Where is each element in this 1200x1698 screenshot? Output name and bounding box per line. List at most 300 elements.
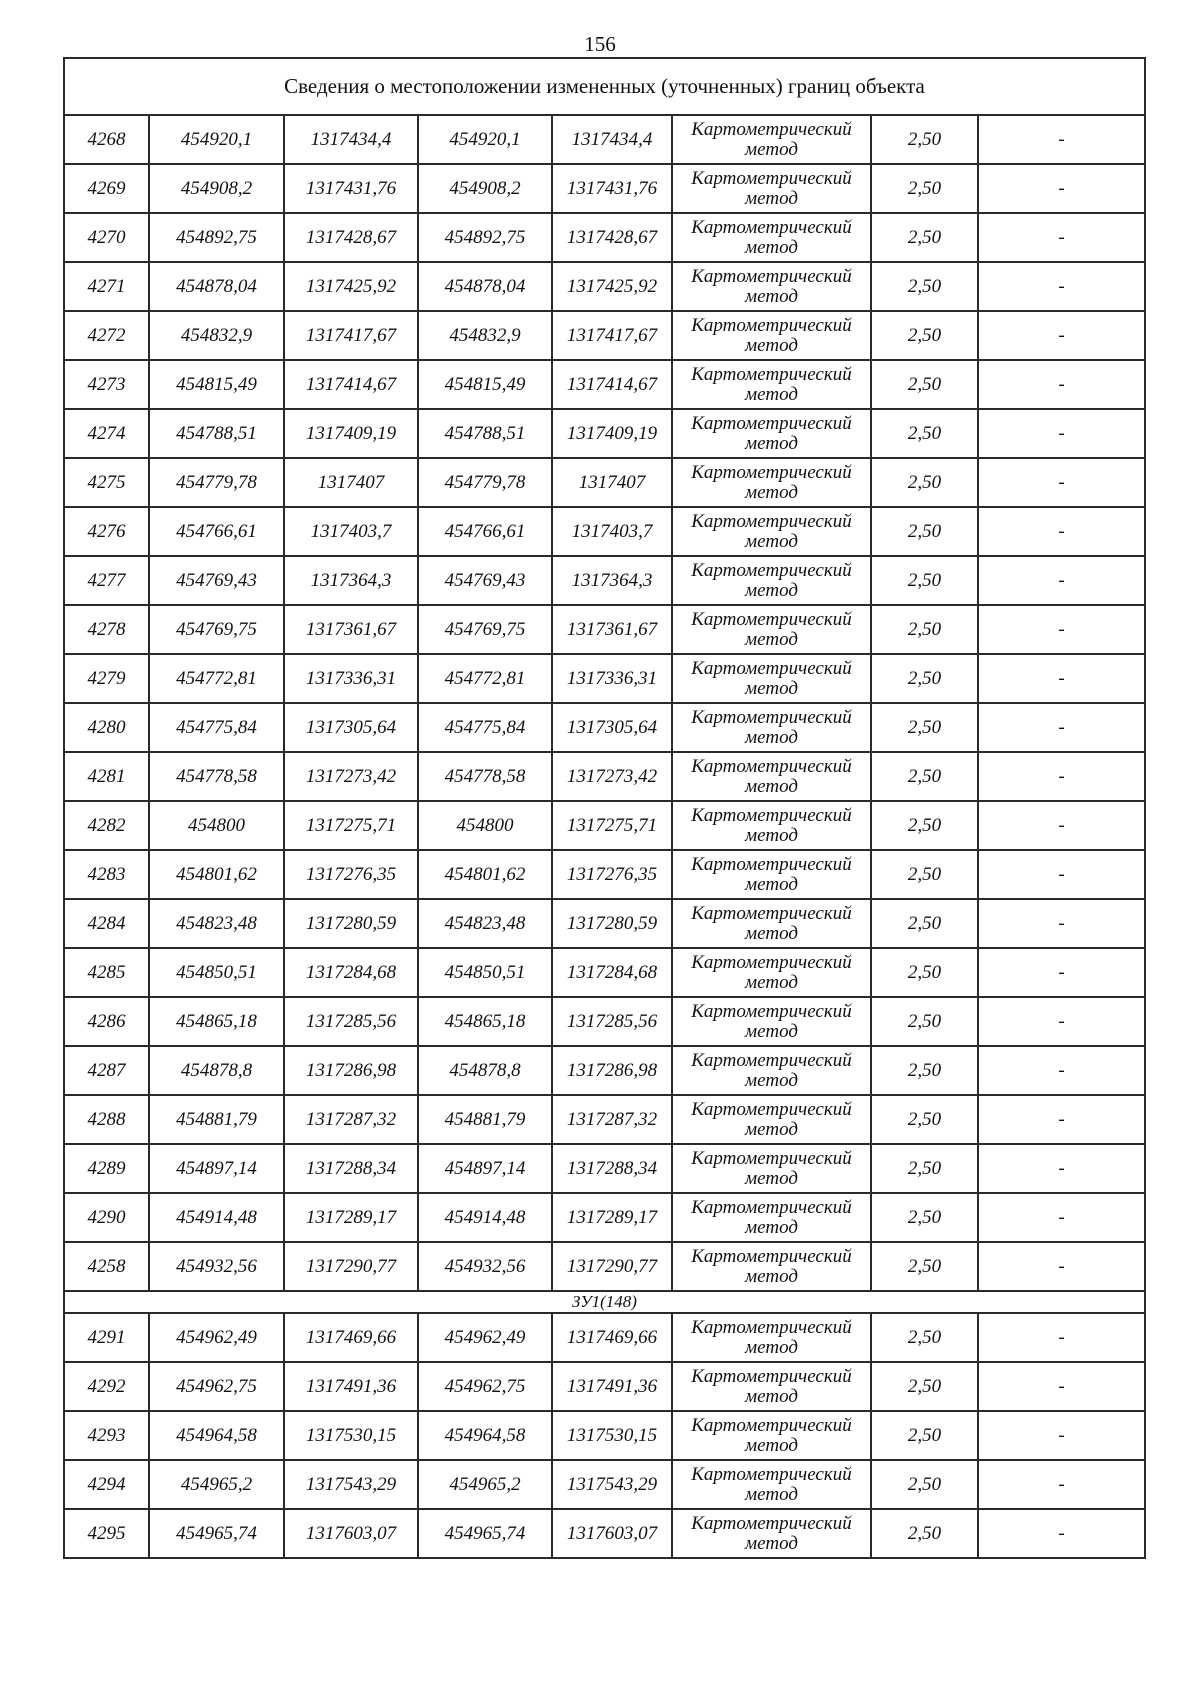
note-cell: - [978, 1313, 1145, 1362]
refined-y-cell: 1317276,35 [552, 850, 672, 899]
method-line-1: Картометрический [691, 510, 852, 532]
refined-x-cell: 454850,51 [418, 948, 552, 997]
existing-y-cell: 1317285,56 [284, 997, 418, 1046]
method-cell [672, 311, 871, 360]
point-number-cell: 4287 [64, 1046, 149, 1095]
method-line-1: Картометрический [691, 1316, 852, 1338]
method-line-1: Картометрический [691, 314, 852, 336]
note-cell: - [978, 1046, 1145, 1095]
refined-x-cell: 454881,79 [418, 1095, 552, 1144]
method-line-2: метод [745, 1167, 798, 1189]
accuracy-cell: 2,50 [871, 1313, 978, 1362]
accuracy-cell: 2,50 [871, 1460, 978, 1509]
refined-y-cell: 1317530,15 [552, 1411, 672, 1460]
accuracy-cell: 2,50 [871, 1242, 978, 1291]
accuracy-cell: 2,50 [871, 1411, 978, 1460]
refined-y-cell: 1317431,76 [552, 164, 672, 213]
refined-y-cell: 1317284,68 [552, 948, 672, 997]
method-cell [672, 1144, 871, 1193]
existing-x-cell: 454788,51 [149, 409, 284, 458]
method-line-1: Картометрический [691, 216, 852, 238]
table-row [64, 605, 1145, 654]
accuracy-cell: 2,50 [871, 605, 978, 654]
refined-y-cell: 1317336,31 [552, 654, 672, 703]
existing-y-cell: 1317276,35 [284, 850, 418, 899]
accuracy-cell: 2,50 [871, 1046, 978, 1095]
method-line-2: метод [745, 383, 798, 405]
refined-x-cell: 454878,8 [418, 1046, 552, 1095]
existing-x-cell: 454865,18 [149, 997, 284, 1046]
accuracy-cell: 2,50 [871, 507, 978, 556]
refined-y-cell: 1317403,7 [552, 507, 672, 556]
accuracy-cell: 2,50 [871, 262, 978, 311]
existing-x-cell: 454769,43 [149, 556, 284, 605]
refined-x-cell: 454775,84 [418, 703, 552, 752]
existing-x-cell: 454801,62 [149, 850, 284, 899]
existing-x-cell: 454962,75 [149, 1362, 284, 1411]
point-number-cell: 4290 [64, 1193, 149, 1242]
method-line-1: Картометрический [691, 1147, 852, 1169]
boundary-coordinates-table [63, 57, 1146, 1559]
method-cell [672, 1509, 871, 1558]
point-number-cell: 4294 [64, 1460, 149, 1509]
table-row [64, 311, 1145, 360]
existing-y-cell: 1317431,76 [284, 164, 418, 213]
existing-y-cell: 1317425,92 [284, 262, 418, 311]
existing-x-cell: 454850,51 [149, 948, 284, 997]
point-number-cell: 4268 [64, 115, 149, 164]
method-cell [672, 1411, 871, 1460]
section-label: ЗУ1(148) [64, 1291, 1145, 1313]
table-row [64, 1460, 1145, 1509]
method-line-1: Картометрический [691, 118, 852, 140]
accuracy-cell: 2,50 [871, 360, 978, 409]
point-number-cell: 4271 [64, 262, 149, 311]
refined-y-cell: 1317407 [552, 458, 672, 507]
existing-x-cell: 454964,58 [149, 1411, 284, 1460]
method-cell [672, 752, 871, 801]
note-cell: - [978, 213, 1145, 262]
method-cell [672, 948, 871, 997]
method-line-1: Картометрический [691, 1098, 852, 1120]
accuracy-cell: 2,50 [871, 458, 978, 507]
method-line-2: метод [745, 873, 798, 895]
existing-y-cell: 1317491,36 [284, 1362, 418, 1411]
point-number-cell: 4288 [64, 1095, 149, 1144]
accuracy-cell: 2,50 [871, 899, 978, 948]
existing-x-cell: 454823,48 [149, 899, 284, 948]
refined-y-cell: 1317287,32 [552, 1095, 672, 1144]
method-line-1: Картометрический [691, 608, 852, 630]
method-line-2: метод [745, 579, 798, 601]
note-cell: - [978, 1095, 1145, 1144]
table-row [64, 1411, 1145, 1460]
existing-x-cell: 454832,9 [149, 311, 284, 360]
table-row [64, 1509, 1145, 1558]
point-number-cell: 4291 [64, 1313, 149, 1362]
method-line-1: Картометрический [691, 167, 852, 189]
refined-x-cell: 454800 [418, 801, 552, 850]
table-row [64, 360, 1145, 409]
point-number-cell: 4280 [64, 703, 149, 752]
method-line-1: Картометрический [691, 363, 852, 385]
refined-x-cell: 454965,2 [418, 1460, 552, 1509]
existing-x-cell: 454897,14 [149, 1144, 284, 1193]
method-line-2: метод [745, 775, 798, 797]
method-line-1: Картометрический [691, 1245, 852, 1267]
existing-y-cell: 1317403,7 [284, 507, 418, 556]
method-line-2: метод [745, 1483, 798, 1505]
table-row [64, 1362, 1145, 1411]
point-number-cell: 4273 [64, 360, 149, 409]
refined-x-cell: 454962,49 [418, 1313, 552, 1362]
refined-y-cell: 1317361,67 [552, 605, 672, 654]
table-row [64, 1144, 1145, 1193]
table-row [64, 948, 1145, 997]
method-cell [672, 360, 871, 409]
existing-y-cell: 1317336,31 [284, 654, 418, 703]
point-number-cell: 4277 [64, 556, 149, 605]
accuracy-cell: 2,50 [871, 1362, 978, 1411]
method-line-1: Картометрический [691, 706, 852, 728]
note-cell: - [978, 1411, 1145, 1460]
method-line-2: метод [745, 1265, 798, 1287]
method-line-1: Картометрический [691, 804, 852, 826]
table-row [64, 703, 1145, 752]
refined-y-cell: 1317289,17 [552, 1193, 672, 1242]
point-number-cell: 4276 [64, 507, 149, 556]
note-cell: - [978, 752, 1145, 801]
refined-y-cell: 1317286,98 [552, 1046, 672, 1095]
method-line-2: метод [745, 1216, 798, 1238]
note-cell: - [978, 556, 1145, 605]
table-row [64, 997, 1145, 1046]
existing-y-cell: 1317543,29 [284, 1460, 418, 1509]
point-number-cell: 4285 [64, 948, 149, 997]
existing-y-cell: 1317409,19 [284, 409, 418, 458]
point-number-cell: 4282 [64, 801, 149, 850]
point-number-cell: 4284 [64, 899, 149, 948]
method-line-1: Картометрический [691, 951, 852, 973]
note-cell: - [978, 654, 1145, 703]
refined-x-cell: 454865,18 [418, 997, 552, 1046]
point-number-cell: 4286 [64, 997, 149, 1046]
existing-x-cell: 454908,2 [149, 164, 284, 213]
method-line-2: метод [745, 1020, 798, 1042]
point-number-cell: 4275 [64, 458, 149, 507]
existing-x-cell: 454914,48 [149, 1193, 284, 1242]
note-cell: - [978, 458, 1145, 507]
accuracy-cell: 2,50 [871, 801, 978, 850]
accuracy-cell: 2,50 [871, 409, 978, 458]
method-line-1: Картометрический [691, 755, 852, 777]
note-cell: - [978, 899, 1145, 948]
note-cell: - [978, 164, 1145, 213]
accuracy-cell: 2,50 [871, 1144, 978, 1193]
section-row [64, 1291, 1145, 1313]
table-row [64, 262, 1145, 311]
note-cell: - [978, 1144, 1145, 1193]
refined-x-cell: 454932,56 [418, 1242, 552, 1291]
table-row [64, 409, 1145, 458]
table-row [64, 1046, 1145, 1095]
accuracy-cell: 2,50 [871, 164, 978, 213]
note-cell: - [978, 360, 1145, 409]
existing-x-cell: 454965,74 [149, 1509, 284, 1558]
method-cell [672, 1095, 871, 1144]
method-line-2: метод [745, 726, 798, 748]
refined-x-cell: 454965,74 [418, 1509, 552, 1558]
note-cell: - [978, 115, 1145, 164]
existing-y-cell: 1317428,67 [284, 213, 418, 262]
table-row [64, 115, 1145, 164]
point-number-cell: 4292 [64, 1362, 149, 1411]
method-line-2: метод [745, 922, 798, 944]
refined-x-cell: 454908,2 [418, 164, 552, 213]
method-cell [672, 1460, 871, 1509]
refined-y-cell: 1317425,92 [552, 262, 672, 311]
existing-x-cell: 454775,84 [149, 703, 284, 752]
point-number-cell: 4258 [64, 1242, 149, 1291]
existing-y-cell: 1317469,66 [284, 1313, 418, 1362]
note-cell: - [978, 311, 1145, 360]
refined-x-cell: 454766,61 [418, 507, 552, 556]
accuracy-cell: 2,50 [871, 654, 978, 703]
accuracy-cell: 2,50 [871, 1193, 978, 1242]
note-cell: - [978, 997, 1145, 1046]
method-cell [672, 1046, 871, 1095]
table-row [64, 850, 1145, 899]
refined-y-cell: 1317288,34 [552, 1144, 672, 1193]
refined-y-cell: 1317434,4 [552, 115, 672, 164]
method-line-2: метод [745, 824, 798, 846]
existing-x-cell: 454932,56 [149, 1242, 284, 1291]
method-cell [672, 164, 871, 213]
existing-y-cell: 1317407 [284, 458, 418, 507]
refined-x-cell: 454779,78 [418, 458, 552, 507]
existing-x-cell: 454920,1 [149, 115, 284, 164]
table-row [64, 1193, 1145, 1242]
note-cell: - [978, 409, 1145, 458]
existing-x-cell: 454962,49 [149, 1313, 284, 1362]
refined-x-cell: 454788,51 [418, 409, 552, 458]
method-line-2: метод [745, 1118, 798, 1140]
existing-y-cell: 1317305,64 [284, 703, 418, 752]
refined-x-cell: 454769,75 [418, 605, 552, 654]
accuracy-cell: 2,50 [871, 948, 978, 997]
method-line-2: метод [745, 285, 798, 307]
refined-x-cell: 454815,49 [418, 360, 552, 409]
method-cell [672, 801, 871, 850]
refined-x-cell: 454920,1 [418, 115, 552, 164]
refined-y-cell: 1317305,64 [552, 703, 672, 752]
method-line-2: метод [745, 677, 798, 699]
method-line-1: Картометрический [691, 265, 852, 287]
note-cell: - [978, 1460, 1145, 1509]
method-line-2: метод [745, 432, 798, 454]
method-cell [672, 605, 871, 654]
accuracy-cell: 2,50 [871, 311, 978, 360]
method-line-2: метод [745, 236, 798, 258]
existing-x-cell: 454772,81 [149, 654, 284, 703]
point-number-cell: 4289 [64, 1144, 149, 1193]
table-row [64, 1242, 1145, 1291]
method-line-1: Картометрический [691, 461, 852, 483]
refined-y-cell: 1317280,59 [552, 899, 672, 948]
existing-x-cell: 454800 [149, 801, 284, 850]
method-cell [672, 1313, 871, 1362]
refined-y-cell: 1317469,66 [552, 1313, 672, 1362]
refined-x-cell: 454832,9 [418, 311, 552, 360]
method-line-2: метод [745, 334, 798, 356]
method-line-1: Картометрический [691, 1414, 852, 1436]
refined-x-cell: 454801,62 [418, 850, 552, 899]
accuracy-cell: 2,50 [871, 997, 978, 1046]
method-line-1: Картометрический [691, 1365, 852, 1387]
refined-x-cell: 454778,58 [418, 752, 552, 801]
accuracy-cell: 2,50 [871, 213, 978, 262]
method-cell [672, 654, 871, 703]
method-cell [672, 213, 871, 262]
existing-x-cell: 454778,58 [149, 752, 284, 801]
accuracy-cell: 2,50 [871, 703, 978, 752]
page-number: 156 [584, 32, 616, 56]
refined-y-cell: 1317417,67 [552, 311, 672, 360]
refined-y-cell: 1317364,3 [552, 556, 672, 605]
method-line-2: метод [745, 1532, 798, 1554]
table-row [64, 1313, 1145, 1362]
refined-y-cell: 1317543,29 [552, 1460, 672, 1509]
method-cell [672, 409, 871, 458]
point-number-cell: 4269 [64, 164, 149, 213]
method-line-2: метод [745, 628, 798, 650]
existing-y-cell: 1317275,71 [284, 801, 418, 850]
method-line-1: Картометрический [691, 657, 852, 679]
refined-x-cell: 454964,58 [418, 1411, 552, 1460]
refined-x-cell: 454769,43 [418, 556, 552, 605]
method-line-2: метод [745, 1069, 798, 1091]
existing-y-cell: 1317603,07 [284, 1509, 418, 1558]
note-cell: - [978, 1509, 1145, 1558]
existing-x-cell: 454881,79 [149, 1095, 284, 1144]
method-line-1: Картометрический [691, 1049, 852, 1071]
existing-y-cell: 1317286,98 [284, 1046, 418, 1095]
existing-x-cell: 454878,04 [149, 262, 284, 311]
refined-x-cell: 454823,48 [418, 899, 552, 948]
refined-y-cell: 1317275,71 [552, 801, 672, 850]
existing-x-cell: 454965,2 [149, 1460, 284, 1509]
note-cell: - [978, 605, 1145, 654]
accuracy-cell: 2,50 [871, 115, 978, 164]
note-cell: - [978, 850, 1145, 899]
method-line-2: метод [745, 1385, 798, 1407]
method-cell [672, 262, 871, 311]
method-line-2: метод [745, 1336, 798, 1358]
method-line-1: Картометрический [691, 902, 852, 924]
method-cell [672, 507, 871, 556]
method-line-1: Картометрический [691, 1463, 852, 1485]
accuracy-cell: 2,50 [871, 1509, 978, 1558]
refined-y-cell: 1317491,36 [552, 1362, 672, 1411]
note-cell: - [978, 1193, 1145, 1242]
refined-x-cell: 454897,14 [418, 1144, 552, 1193]
accuracy-cell: 2,50 [871, 752, 978, 801]
method-cell [672, 703, 871, 752]
existing-x-cell: 454766,61 [149, 507, 284, 556]
existing-y-cell: 1317287,32 [284, 1095, 418, 1144]
refined-x-cell: 454772,81 [418, 654, 552, 703]
note-cell: - [978, 262, 1145, 311]
table-row [64, 1095, 1145, 1144]
existing-y-cell: 1317434,4 [284, 115, 418, 164]
refined-y-cell: 1317603,07 [552, 1509, 672, 1558]
table-row [64, 899, 1145, 948]
refined-x-cell: 454914,48 [418, 1193, 552, 1242]
existing-y-cell: 1317273,42 [284, 752, 418, 801]
method-line-2: метод [745, 1434, 798, 1456]
point-number-cell: 4295 [64, 1509, 149, 1558]
accuracy-cell: 2,50 [871, 556, 978, 605]
method-line-2: метод [745, 187, 798, 209]
method-cell [672, 1362, 871, 1411]
existing-y-cell: 1317290,77 [284, 1242, 418, 1291]
existing-y-cell: 1317417,67 [284, 311, 418, 360]
method-cell [672, 997, 871, 1046]
existing-y-cell: 1317288,34 [284, 1144, 418, 1193]
method-line-2: метод [745, 138, 798, 160]
method-line-1: Картометрический [691, 412, 852, 434]
method-cell [672, 1193, 871, 1242]
refined-x-cell: 454878,04 [418, 262, 552, 311]
method-line-1: Картометрический [691, 1196, 852, 1218]
method-line-2: метод [745, 971, 798, 993]
point-number-cell: 4281 [64, 752, 149, 801]
note-cell: - [978, 948, 1145, 997]
table-row [64, 458, 1145, 507]
point-number-cell: 4283 [64, 850, 149, 899]
table-row [64, 654, 1145, 703]
refined-y-cell: 1317409,19 [552, 409, 672, 458]
existing-x-cell: 454815,49 [149, 360, 284, 409]
existing-x-cell: 454779,78 [149, 458, 284, 507]
table-row [64, 556, 1145, 605]
point-number-cell: 4279 [64, 654, 149, 703]
method-cell [672, 850, 871, 899]
method-line-1: Картометрический [691, 1000, 852, 1022]
existing-y-cell: 1317414,67 [284, 360, 418, 409]
note-cell: - [978, 1362, 1145, 1411]
note-cell: - [978, 1242, 1145, 1291]
point-number-cell: 4272 [64, 311, 149, 360]
point-number-cell: 4274 [64, 409, 149, 458]
refined-x-cell: 454962,75 [418, 1362, 552, 1411]
table-title: Сведения о местоположении измененных (уточненных) границ объекта [64, 58, 1145, 115]
method-line-1: Картометрический [691, 559, 852, 581]
note-cell: - [978, 703, 1145, 752]
refined-y-cell: 1317273,42 [552, 752, 672, 801]
existing-y-cell: 1317530,15 [284, 1411, 418, 1460]
accuracy-cell: 2,50 [871, 1095, 978, 1144]
table-row [64, 164, 1145, 213]
method-line-2: метод [745, 481, 798, 503]
method-line-2: метод [745, 530, 798, 552]
refined-y-cell: 1317414,67 [552, 360, 672, 409]
existing-y-cell: 1317361,67 [284, 605, 418, 654]
refined-y-cell: 1317285,56 [552, 997, 672, 1046]
existing-x-cell: 454892,75 [149, 213, 284, 262]
refined-y-cell: 1317428,67 [552, 213, 672, 262]
method-line-1: Картометрический [691, 1512, 852, 1534]
